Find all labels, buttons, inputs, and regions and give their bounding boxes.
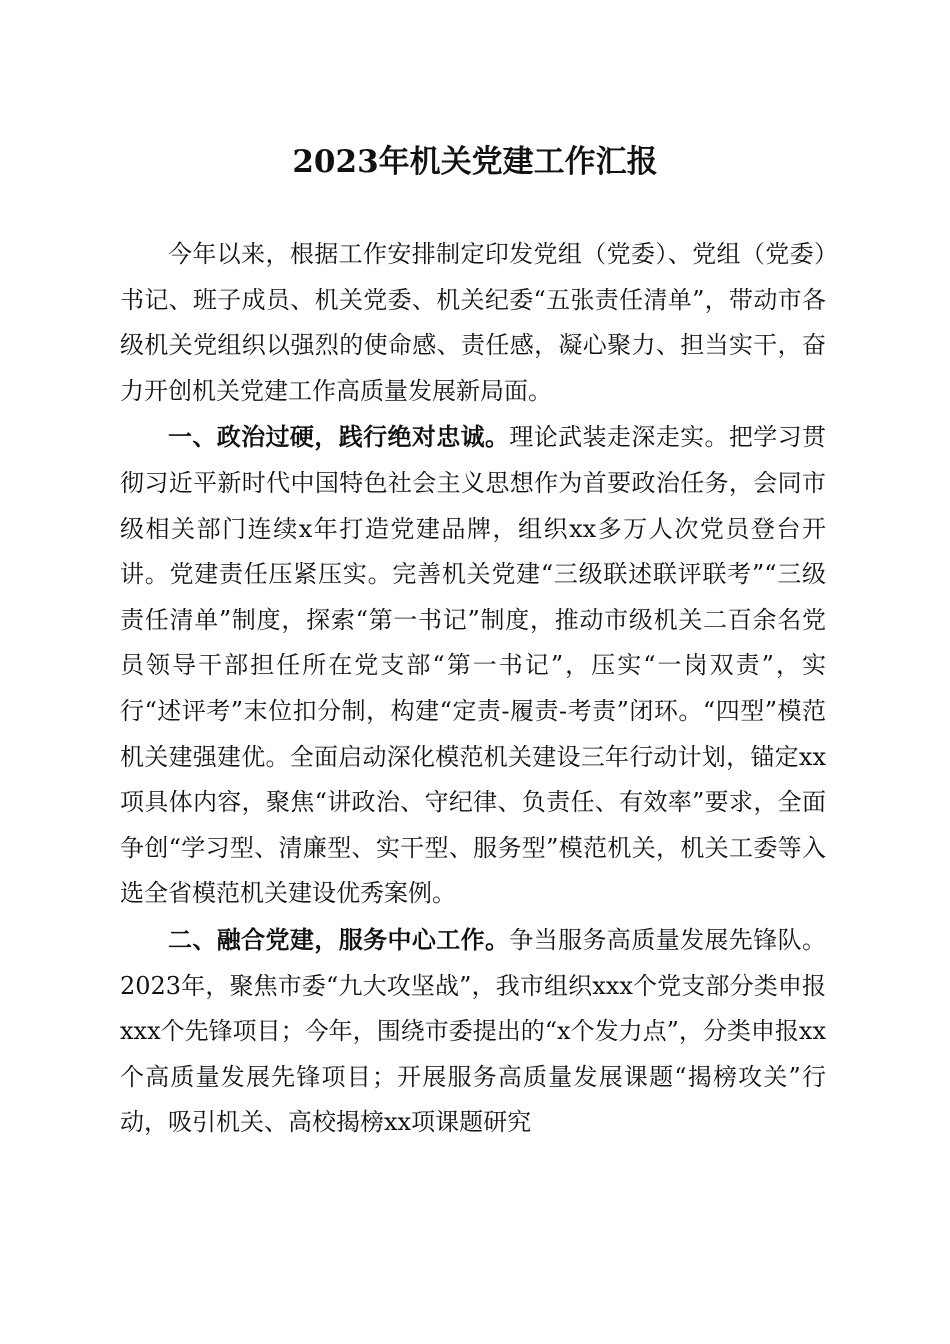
section-heading: 一、政治过硬，践行绝对忠诚。 <box>168 422 510 452</box>
section-heading: 二、融合党建，服务中心工作。 <box>168 924 510 954</box>
paragraph-text: 理论武装走深走实。把学习贯彻习近平新时代中国特色社会主义思想作为首要政治任务，会同市级相关部门连续x年打造党建品牌，组织xx多万人次党员登台开讲。党建责任压紧压实。完善机关党建“三级联述联评联考”“三级责任清单”制度，探索“第一书记”制度，推动市级机关二百余名党员领导干部担任所在党支部“第一书记”，压实“一岗双责”，实行“述评考”末位扣分制，构建“定责-履责-考责”闭环。“四型”模范机关建强建优。全面启动深化模范机关建设三年行动计划，锚定xx项具体内容，聚焦“讲政治、守纪律、负责任、有效率”要求，全面争创“学习型、清廉型、实干型、服务型”模范机关，机关工委等入选全省模范机关建设优秀案例。 <box>120 423 827 908</box>
paragraph-text: 今年以来，根据工作安排制定印发党组（党委）、党组（党委）书记、班子成员、机关党委、机关纪委“五张责任清单”，带动市各级机关党组织以强烈的使命感、责任感，凝心聚力、担当实干，奋力开创机关党建工作高质量发展新局面。 <box>120 240 826 405</box>
section-two-paragraph <box>120 917 826 1146</box>
section-one-paragraph <box>120 414 826 917</box>
paragraph-text: 争当服务高质量发展先锋队。2023年，聚焦市委“九大攻坚战”，我市组织xxx个党支部分类申报xxx个先锋项目；今年，围绕市委提出的“x个发力点”，分类申报xx个高质量发展先锋项目；开展服务高质量发展课题“揭榜攻关”行动，吸引机关、高校揭榜xx项课题研究 <box>120 925 827 1137</box>
document-body <box>120 232 826 1146</box>
document-title: 2023年机关党建工作汇报 <box>292 144 658 180</box>
intro-paragraph <box>120 232 826 414</box>
